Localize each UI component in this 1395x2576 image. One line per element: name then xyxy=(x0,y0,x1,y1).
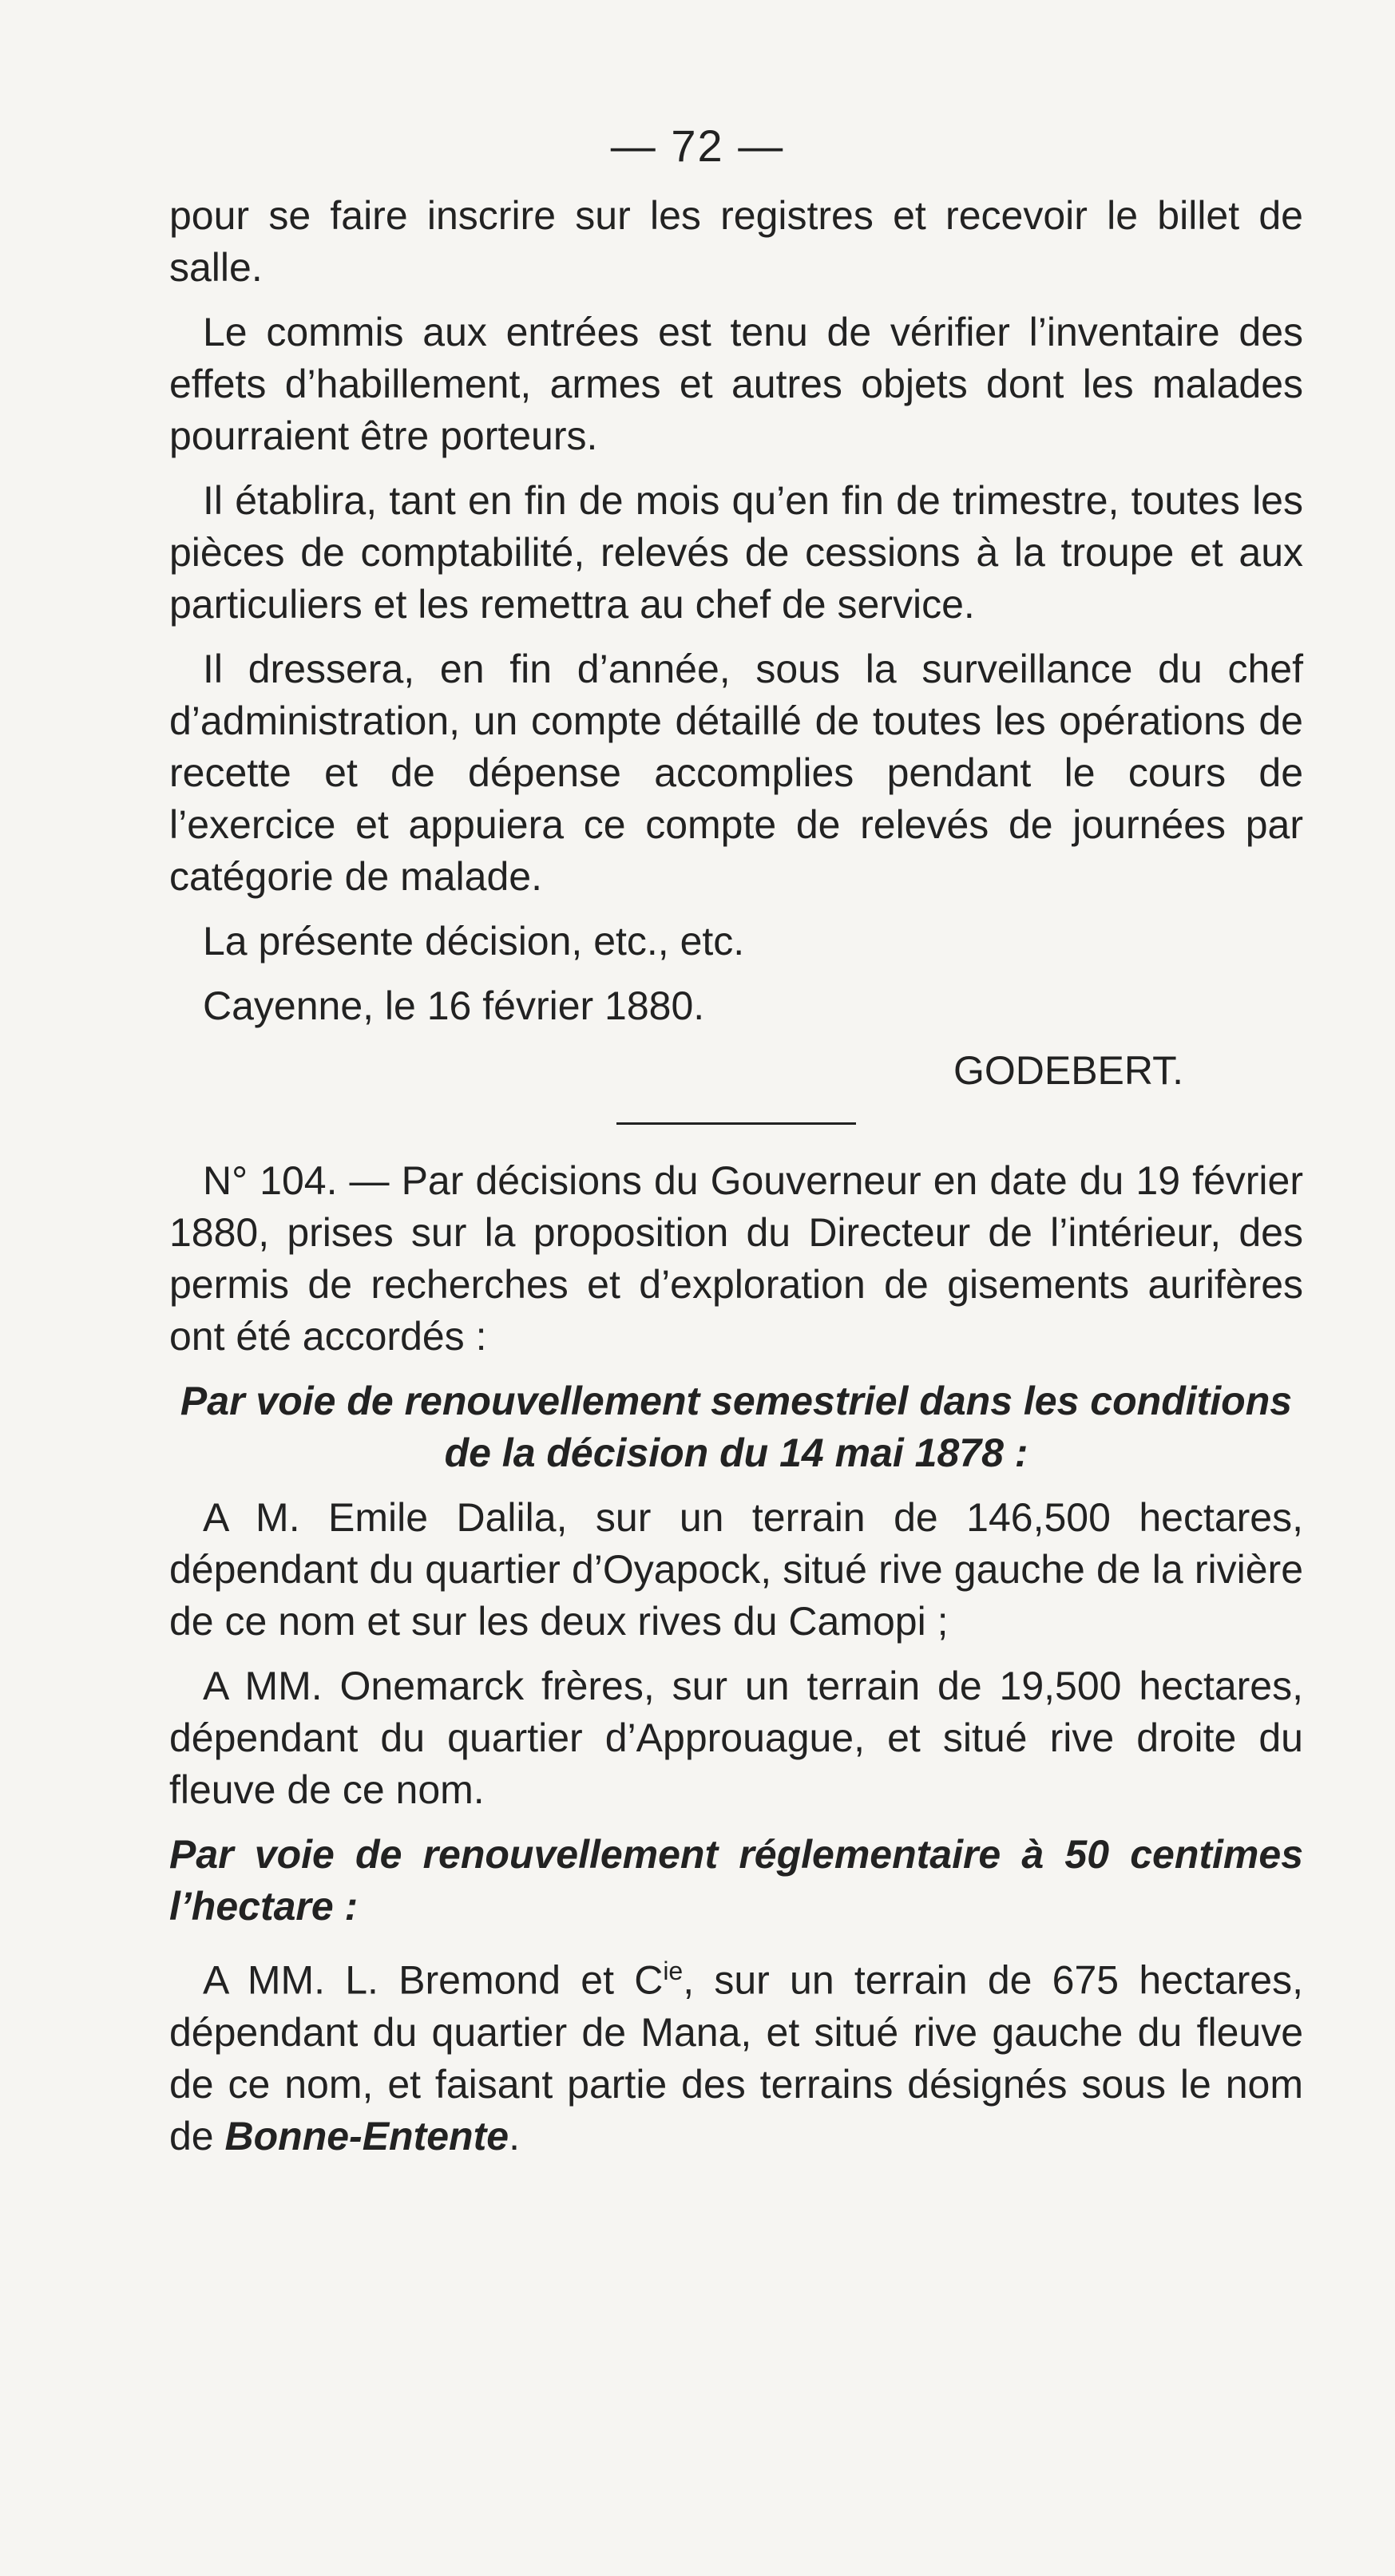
bremond-sup: ie xyxy=(663,1957,684,1985)
bremond-end: . xyxy=(509,2113,520,2159)
paragraph-dalila: A M. Emile Dalila, sur un terrain de 146,500 hectares, dépendant du quartier d’Oyapock, situé rive gauche de la rivière de ce nom et sur les deux rives du Camopi ; xyxy=(169,1495,1303,1644)
paragraph-commis: Le commis aux entrées est tenu de vérifier l’inventaire des effets d’habillement, armes et autres objets dont les malades pourraient être porteurs. xyxy=(169,310,1303,458)
section-heading-reglementaire: Par voie de renouvellement réglementaire à 50 centimes l’hectare : xyxy=(169,1832,1303,1929)
page-body xyxy=(169,190,1303,2175)
paragraph-decision-104: N° 104. — Par décisions du Gouverneur en date du 19 février 1880, prises sur la proposition du Directeur de l’intérieur, des permis de recherches et d’exploration de gisements aurifères ont été accordés : xyxy=(169,1158,1303,1359)
bremond-rest: , sur un terrain de 675 hectares, dépendant du quartier de Mana, et situé rive gauche du fleuve de ce nom, et faisant partie des terrains désignés sous le nom de xyxy=(169,1957,1303,2159)
section-heading-semestriel: Par voie de renouvellement semestriel dans les conditions de la décision du 14 mai 1878 : xyxy=(180,1379,1293,1475)
date-line: Cayenne, le 16 février 1880. xyxy=(203,983,705,1028)
bonne-entente-name: Bonne-Entente xyxy=(224,2113,509,2159)
paragraph-decision: La présente décision, etc., etc. xyxy=(203,919,745,964)
page-number: — 72 — xyxy=(610,121,785,171)
paragraph-bremond xyxy=(169,1945,1303,2162)
section-divider xyxy=(616,1122,856,1125)
paragraph-continuation: pour se faire inscrire sur les registres et recevoir le billet de salle. xyxy=(169,193,1303,290)
bremond-start: A MM. L. Bremond et C xyxy=(203,1957,664,2003)
paragraph-compte-annuel: Il dressera, en fin d’année, sous la surveillance du chef d’administration, un compte détaillé de toutes les opérations de recette et de dépense accomplies pendant le cours de l’exercice et appuiera ce compte de relevés de journées par catégorie de malade. xyxy=(169,647,1303,899)
paragraph-onemarck: A MM. Onemarck frères, sur un terrain de 19,500 hectares, dépendant du quartier d’Approuague, et situé rive droite du fleuve de ce nom. xyxy=(169,1664,1303,1812)
signature: GODEBERT. xyxy=(953,1048,1183,1093)
paragraph-comptabilite: Il établira, tant en fin de mois qu’en fin de trimestre, toutes les pièces de comptabilité, relevés de cessions à la troupe et aux particuliers et les remettra au chef de service. xyxy=(169,478,1303,627)
